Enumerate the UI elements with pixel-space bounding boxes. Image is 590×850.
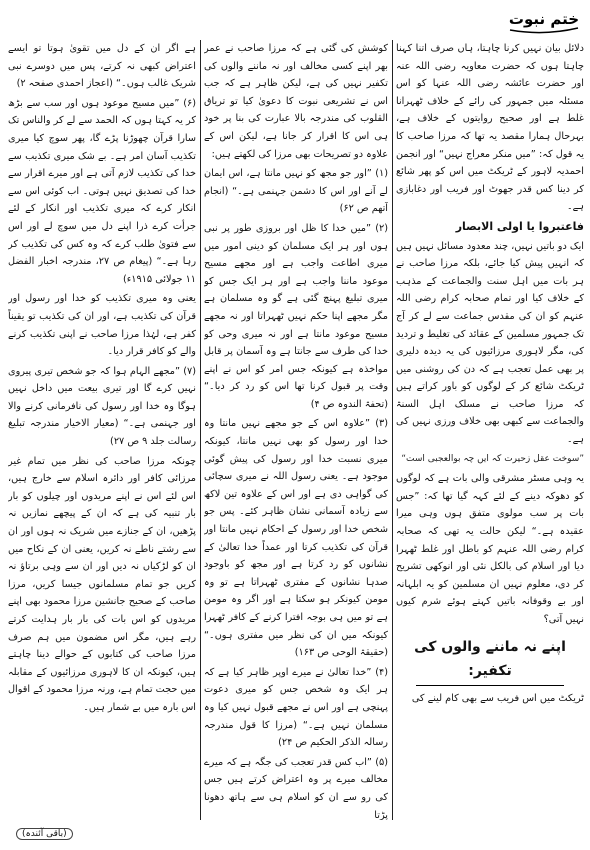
citation-3: (۳) ”علاوہ اس کے جو مجھے نہیں مانتا وہ خدا اور رسول کو بھی نہیں مانتا، کیونکہ میری نسبت خدا اور رسول کی پیش گوئی موجود ہے۔ یعنی رسول اللہ نے میری سچائی کی گواہی دی ہے اور اس کے علاوہ تین لاکھ سے زیادہ آسمانی نشان ظاہر کئے۔ پس جو شخص خدا اور رسول کے احکام نہیں مانتا اور قرآن کی تکذیب کرتا اور عمداً خدا تعالیٰ کے نشانوں کو رد کرتا ہے اور مجھ کو باوجود صدہا نشانوں کے مفتری ٹھہراتا ہے تو وہ مومن کیونکر ہو سکتا ہے اور اگر وہ مومن ہے تو میں ہی بوجہ افترا کرنے کے کافر ٹھہرا کیونکہ میں ان کی نظر میں مفتری ہوں۔“ (حقیقۃ الوحی ص ۱۶۳) [204,418,388,659]
citation-7: (۷) ”مجھے الہام ہوا کہ جو شخص تیری پیروی نہیں کرے گا اور تیری بیعت میں داخل نہیں ہوگا وہ خدا اور رسول کی نافرمانی کرنے والا اور جہنمی ہے۔“ (معیار الاخیار مندرجہ تبلیغ رسالت جلد ۹ ص ۲۷) [8,365,196,448]
section-heading: اپنے نہ ماننے والوں کی تکفیر: [414,638,566,679]
paragraph: ایک دو باتیں نہیں، چند معدود مسائل نہیں ہیں کہ انہیں پیش کیا جائے، بلکہ مرزا صاحب نے ہر بات میں اہل سنت والجماعت کے مذہب کے خلاف کیا اور تمام صحابہ کرام رضی اللہ عنہم کو ان کی مقدس جماعت سے لے کر آج تک جمہور مسلمین کے عقائد کی تغلیط و تردید کی، مگر لاہوری مرزائیوں کی یہ دیدہ دلیری پر بھی عمل تعجب ہے کہ دن کی روشنی میں ٹریکٹ شائع کر کے لوگوں کو باور کراتے ہیں کہ مرزا صاحب نے مسلک اہل السنۃ والجماعت سے کبھی بھی خلاف ورزی نہیں کی ہے۔ [396,240,584,446]
citation-4: (۴) ”خدا تعالیٰ نے میرے اوپر ظاہر کیا ہے کہ ہر ایک وہ شخص جس کو میری دعوت پہنچی ہے اور اس نے مجھے قبول نہیں کیا وہ مسلمان نہیں ہے۔“ (مرزا کا قول مندرجہ رسالہ الذکر الحکیم ص ۲۴) [204,666,388,749]
citation-5: (۵) ”اب کس قدر تعجب کی جگہ ہے کہ میرے مخالف میرے پر وہ اعتراض کرتے ہیں جس کی رو سے ان کو اسلام ہی سے ہاتھ دھونا پڑتا [204,756,388,820]
masthead-title: ختم نبوت [508,10,580,28]
masthead-logo [506,6,582,36]
citation-1: (۱) ”اور جو مجھ کو نہیں مانتا ہے، اس ایمان لے آنے اور اس کا دشمن جہنمی ہے۔“ (انجام آتھم ص ۶۲) [204,168,388,215]
paragraph: کوشش کی گئی ہے کہ مرزا صاحب نے عمر بھر اپنے کسی مخالف اور نہ ماننے والوں کی تکفیر نہیں کی ہے، لیکن ظاہر ہے کہ جب اس نے تشریعی نبوت کا دعویٰ کیا تو تریاق القلوب کی مندرجہ بالا عبارت کی بنا پر خود ہی اس کا اقرار کر جانا ہے، لیکن اس کے علاوہ دو تصریحات بھی مرزا کی لکھتے ہیں: [204,43,388,160]
column-divider [392,40,393,820]
paragraph: ہے اگر ان کے دل میں تقویٰ ہوتا تو ایسے اعتراض کبھی نہ کرتے، پس میں دوسرے نبی شریک غالب ہوں۔“ (اعجاز احمدی صفحہ ۲) [8,43,196,90]
paragraph: چونکہ مرزا صاحب کی نظر میں تمام غیر مرزائی کافر اور دائرہ اسلام سے خارج ہیں، اس لئے اس نے اپنے مریدوں اور چیلوں کو بار بار تنبیہ کی ہے کہ ان کے پیچھے نمازیں نہ پڑھیں، ان کے جنازے میں شریک نہ ہوں اور ان سے رشتے ناطے نہ کریں، یعنی ان کے نکاح میں ان کو لڑکیاں نہ دیں اور ان سے وہی برتاؤ نہ کریں جو تمام مسلمانوں جیسا کریں، مرزا صاحب کے صحیح جانشین مرزا محمود بھی اپنے مریدوں کو اس بات کی بار بار ہدایت کرتے رہے ہیں، مگر اس مضمون میں ہم صرف مرزا صاحب کی کتابوں کے حوالے دینا چاہتے ہیں، کیونکہ ان کا لاہوری مرزائیوں کے مقابلہ میں حجت تمام ہے، ورنہ مرزا محمود کے اقوال اس بارہ میں بے شمار ہیں۔ [8,455,196,713]
paragraph: ٹریکٹ میں اس فریب سے بھی کام لینے کی [411,692,584,704]
paragraph: یہ وہی مسٹر مشرقی والی بات ہے کہ لوگوں کو دھوکہ دینے کے لئے کہہ گیا تھا کہ: ”جس بات پر سب مولوی متفق ہوں وہی میرا عقیدہ ہے۔“ لیکن حالت یہ تھی کہ صحابہ کرام رضی اللہ عنہم کو باطل اور غلط ٹھہرا دیا اور اسلام کی بالکل نئی اور انوکھی تشریح کر دی، معلوم نہیں ان مسلمین کو یہ ابلہانہ اور بے وقوفانہ باتیں کہتے ہوئے شرم کیوں نہیں آتی؟ [396,473,584,625]
paragraph: یعنی وہ میری تکذیب کو خدا اور رسول اور قرآن کی تکذیب ہے، اور ان کی تکذیب تو یقیناً کفر ہے، لہٰذا مرزا صاحب نے اپنی تکذیب کرنے والے کو کافر قرار دیا۔ [8,293,196,358]
citation-6: (۶) ”میں مسیح موعود ہوں اور سب سے بڑھ کر یہ کہتا ہوں کہ الحمد سے لے کر والناس تک سارا قرآن چھوڑنا پڑے گا، پھر سوچ کیا میری تکذیب آسان امر ہے۔ بے شک میری تکذیب سے خدا کی تکذیب لازم آتی ہے اور میرے اقرار سے خدا کی تصدیق نہیں ہوتی۔ اب کوئی اس سے انکار کرے کہ میری تکذیب اور انکار کے لئے جرأت کرے ذرا اپنے دل میں سوچ لے اور اس سے فتویٰ طلب کرے کہ وہ کس کی تکذیب کر رہا ہے۔“ (پیغام ص ۲۷، مندرجہ اخبار الفضل ۱۱ جولائی ۱۹۱۵ء) [8,97,196,285]
column-left [8,40,196,820]
heading-underline [416,685,564,686]
verse-quote: ”سوخت عقل زحیرت کہ ایں چہ بوالعجبی است“ [401,453,584,464]
paragraph-emphasis: فاعتبروا یا اولی الابصار [455,219,584,233]
column-right [396,40,584,820]
paragraph: دلائل بیان نہیں کرنا چاہتا، ہاں صرف اتنا کہنا چاہتا ہوں کہ حضرت معاویہ رضی اللہ عنہ اور حضرت عائشہ رضی اللہ عنہا کو اس مسئلہ میں جمہور کی رائے کے خلاف ٹھہرانا غلط ہے اور صحیح روایتوں کے خلاف ہے، بہرحال ہمارا مقصد یہ تھا کہ مرزا صاحب کا یہ قول کہ: ”میں منکر معراج نہیں“ اور انجمن احمدیہ لاہور کے ٹریکٹ میں اس کو پھر شائع کر دینا کس قدر جھوٹ اور فریب اور دغابازی ہے۔ [396,43,584,213]
column-divider [200,40,201,820]
continued-label: (باقی آئندہ) [16,828,73,840]
column-middle [204,40,388,820]
citation-2: (۲) ”میں خدا کا ظل اور بروزی طور پر نبی ہوں اور ہر ایک مسلمان کو دینی امور میں میری اطاعت واجب ہے اور مجھے مسیح موعود ماننا واجب ہے اور ہر ایک جس کو میری تبلیغ پہنچ گئی ہے گو وہ مسلمان ہے مگر مجھے اپنا حکم نہیں ٹھہراتا اور نہ مجھے مسیح موعود مانتا ہے اور نہ میری وحی کو خدا کی طرف سے جانتا ہے وہ آسمان پر قابل مواخذہ ہے کیونکہ جس امر کو اس نے اپنے وقت پر قبول کرنا تھا اس کو رد کر دیا۔“ (تحفۃ الندوہ ص ۴) [204,222,388,410]
